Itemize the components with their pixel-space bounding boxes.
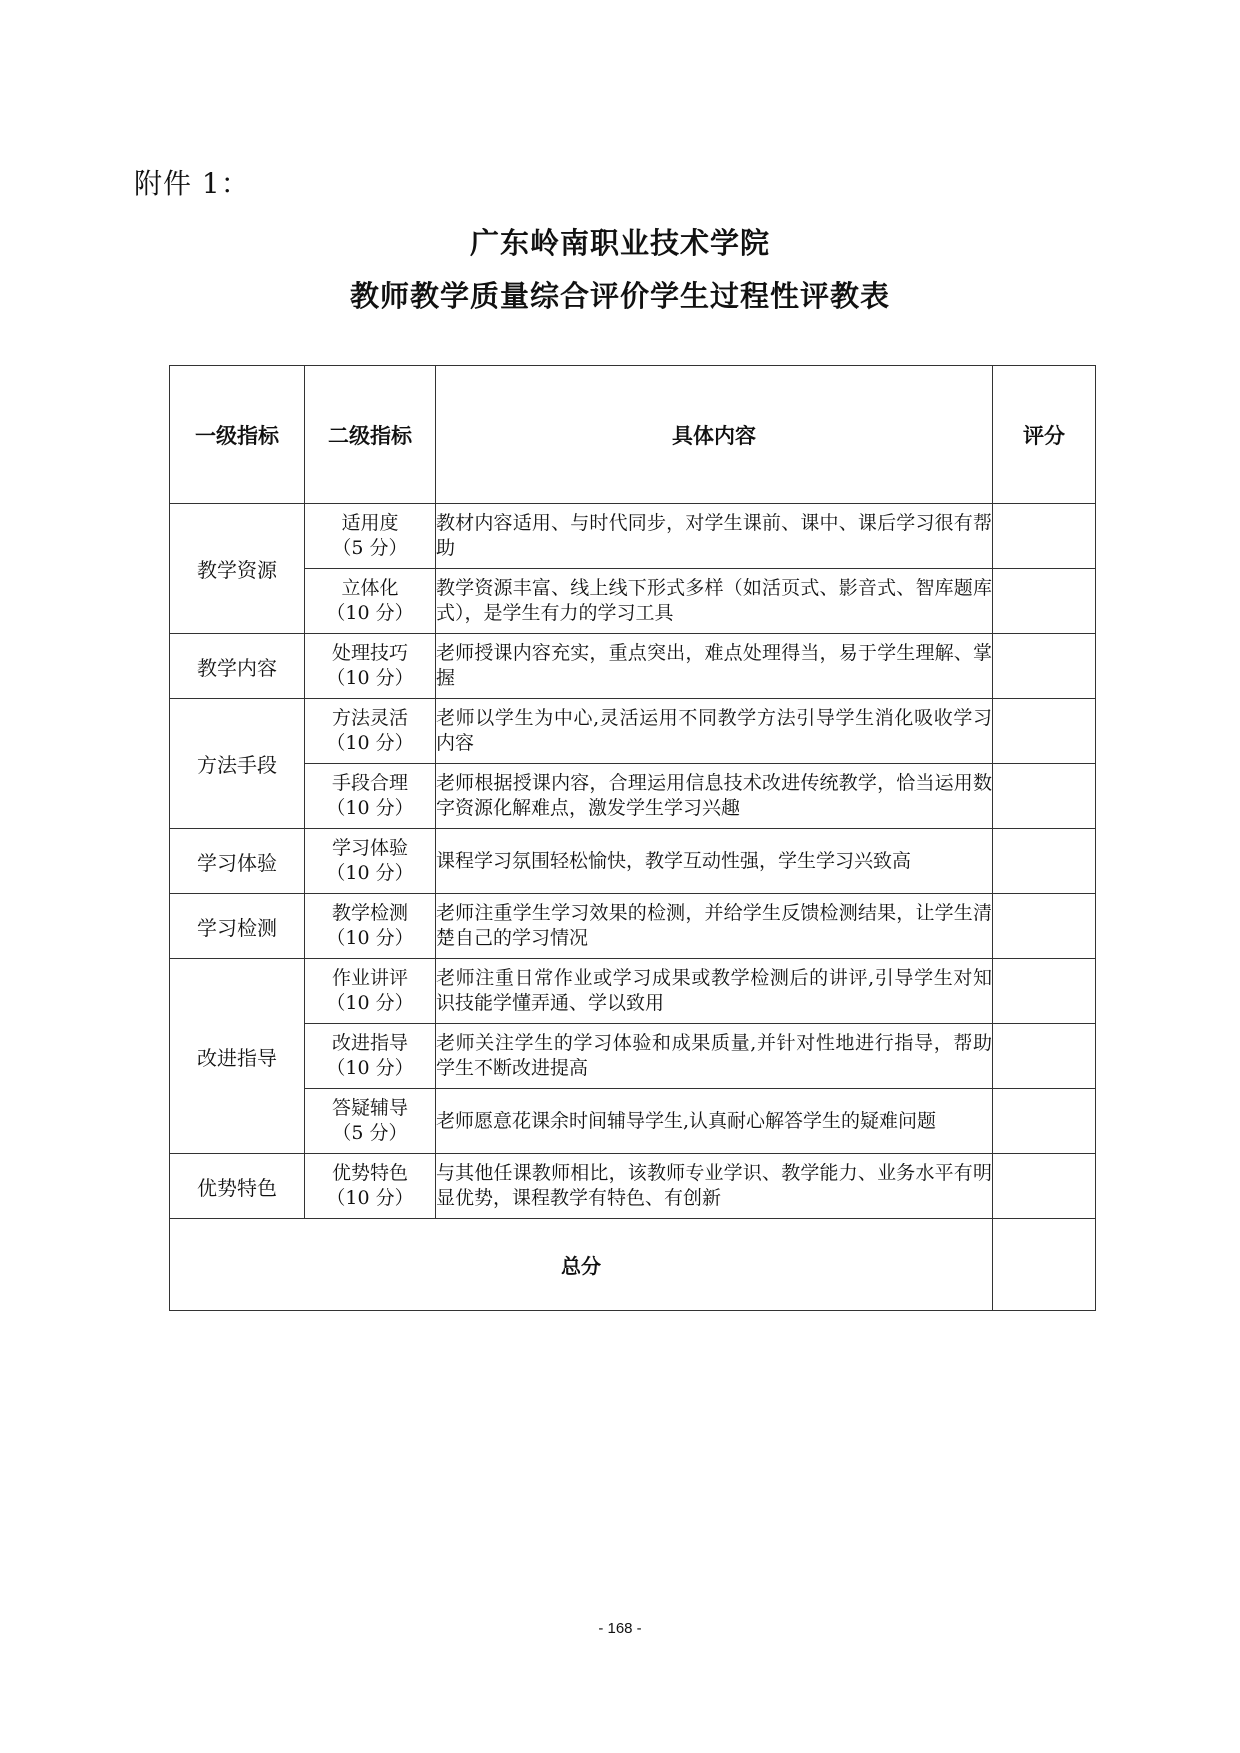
document-title-form: 教师教学质量综合评价学生过程性评教表 [349,279,890,313]
table-row [170,1024,1096,1089]
level2-name: 手段合理 [331,772,408,794]
level2-points: （10 分） [326,602,414,624]
level1-cell: 教学资源 [170,504,305,634]
level1-cell: 改进指导 [170,959,305,1154]
table-row [170,1089,1096,1154]
level2-points: （10 分） [326,797,414,819]
content-cell: 老师关注学生的学习体验和成果质量,并针对性地进行指导，帮助学生不断改进提高 [436,1024,993,1089]
attachment-label: 附件 1： [134,167,250,200]
total-score-input-cell[interactable] [993,1219,1096,1311]
level2-name: 适用度 [341,512,399,534]
total-row [170,1219,1096,1311]
score-input-cell[interactable] [993,504,1096,569]
table-row [170,634,1096,699]
table-row [170,699,1096,764]
level2-points: （5 分） [332,1122,408,1144]
content-cell: 老师注重学生学习效果的检测，并给学生反馈检测结果，让学生清楚自己的学习情况 [436,894,993,959]
level2-cell [305,504,436,569]
level2-cell [305,894,436,959]
level2-points: （5 分） [332,537,408,559]
level2-cell [305,1089,436,1154]
score-input-cell[interactable] [993,634,1096,699]
score-input-cell[interactable] [993,569,1096,634]
level2-name: 方法灵活 [331,707,408,729]
table-row [170,764,1096,829]
content-cell: 老师授课内容充实，重点突出，难点处理得当，易于学生理解、掌握 [436,634,993,699]
content-cell: 老师注重日常作业或学习成果或教学检测后的讲评,引导学生对知识技能学懂弄通、学以致用 [436,959,993,1024]
content-cell: 老师愿意花课余时间辅导学生,认真耐心解答学生的疑难问题 [436,1089,993,1154]
table-row [170,504,1096,569]
level1-cell: 学习检测 [170,894,305,959]
level1-cell: 优势特色 [170,1154,305,1219]
score-input-cell[interactable] [993,959,1096,1024]
total-label: 总分 [170,1219,993,1311]
page-number: - 168 - [598,1620,642,1637]
level2-points: （10 分） [326,667,414,689]
document-title-school: 广东岭南职业技术学院 [469,226,770,260]
table-row [170,569,1096,634]
table-row [170,894,1096,959]
content-cell: 老师以学生为中心,灵活运用不同教学方法引导学生消化吸收学习内容 [436,699,993,764]
level2-points: （10 分） [326,992,414,1014]
level2-name: 优势特色 [331,1162,408,1184]
level2-cell [305,959,436,1024]
level2-cell [305,699,436,764]
level1-cell: 教学内容 [170,634,305,699]
score-input-cell[interactable] [993,699,1096,764]
level2-points: （10 分） [326,732,414,754]
level2-name: 教学检测 [331,902,408,924]
level2-name: 改进指导 [331,1032,408,1054]
level2-name: 答疑辅导 [331,1097,408,1119]
level1-cell: 方法手段 [170,699,305,829]
table-row [170,829,1096,894]
score-input-cell[interactable] [993,894,1096,959]
header-content: 具体内容 [436,366,993,504]
score-input-cell[interactable] [993,1154,1096,1219]
content-cell: 课程学习氛围轻松愉快，教学互动性强，学生学习兴致高 [436,829,993,894]
header-level2: 二级指标 [305,366,436,504]
level2-cell [305,1024,436,1089]
score-input-cell[interactable] [993,1024,1096,1089]
table-header-row [170,366,1096,504]
level1-cell: 学习体验 [170,829,305,894]
score-input-cell[interactable] [993,829,1096,894]
level2-points: （10 分） [326,927,414,949]
evaluation-table [169,365,1096,1311]
level2-cell [305,634,436,699]
level2-name: 学习体验 [331,837,408,859]
level2-cell [305,764,436,829]
level2-cell [305,1154,436,1219]
level2-points: （10 分） [326,1187,414,1209]
header-score: 评分 [993,366,1096,504]
score-input-cell[interactable] [993,1089,1096,1154]
header-level1: 一级指标 [170,366,305,504]
content-cell: 教材内容适用、与时代同步，对学生课前、课中、课后学习很有帮助 [436,504,993,569]
level2-points: （10 分） [326,862,414,884]
table-row [170,1154,1096,1219]
level2-cell [305,829,436,894]
content-cell: 教学资源丰富、线上线下形式多样（如活页式、影音式、智库题库式），是学生有力的学习工具 [436,569,993,634]
level2-cell [305,569,436,634]
content-cell: 与其他任课教师相比，该教师专业学识、教学能力、业务水平有明显优势，课程教学有特色、有创新 [436,1154,993,1219]
table-row [170,959,1096,1024]
score-input-cell[interactable] [993,764,1096,829]
level2-points: （10 分） [326,1057,414,1079]
content-cell: 老师根据授课内容，合理运用信息技术改进传统教学，恰当运用数字资源化解难点，激发学生学习兴趣 [436,764,993,829]
level2-name: 立体化 [341,577,399,599]
level2-name: 处理技巧 [331,642,408,664]
level2-name: 作业讲评 [331,967,408,989]
